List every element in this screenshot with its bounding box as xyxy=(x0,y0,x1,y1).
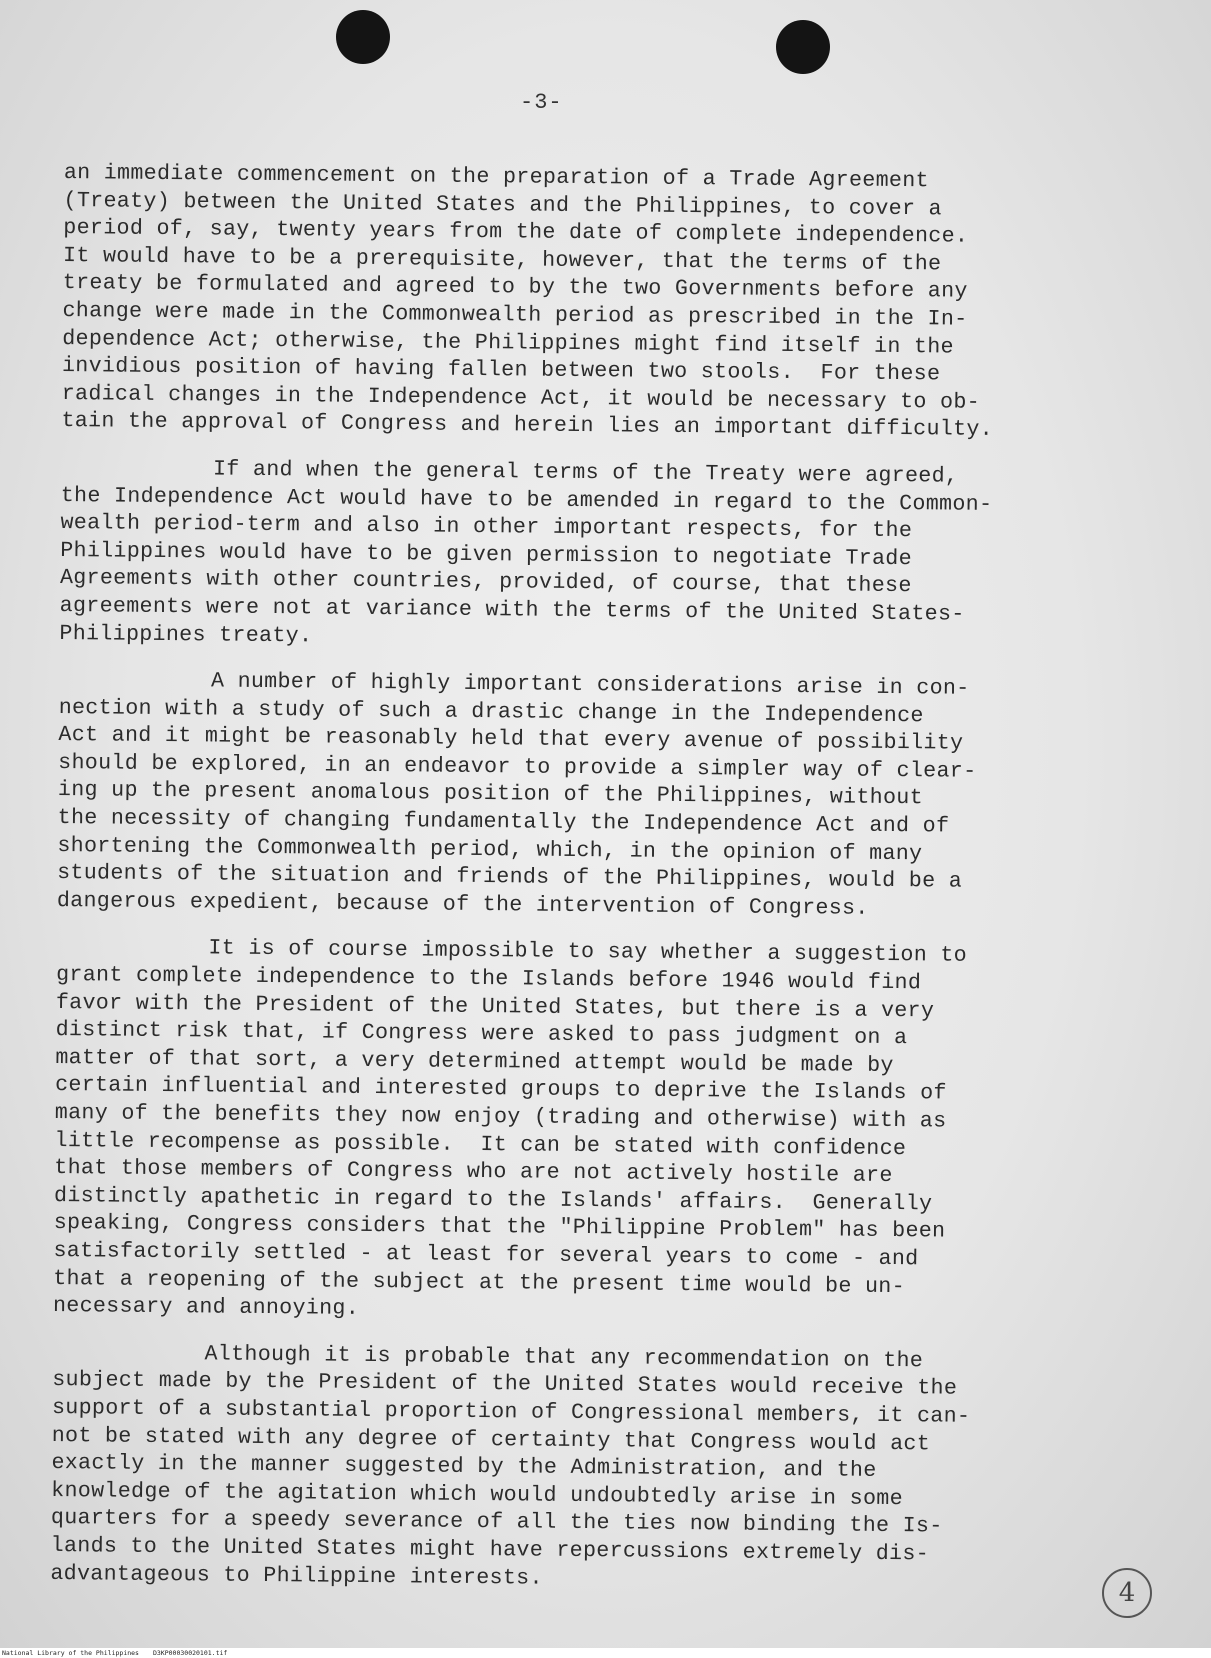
text-line: subject made by the President of the United States would receive the xyxy=(52,1368,958,1401)
text-line: that a reopening of the subject at the present time would be un- xyxy=(53,1266,906,1299)
text-line: It would have to be a prerequisite, however, that the terms of the xyxy=(62,243,942,277)
text-line: Although it is probable that any recommendation on the xyxy=(204,1342,924,1374)
text-line: little recompense as possible. It can be stated with confidence xyxy=(54,1128,907,1161)
text-line: wealth period-term and also in other important respects, for the xyxy=(60,511,913,544)
text-line: advantageous to Philippine interests. xyxy=(50,1561,543,1591)
text-line: invidious position of having fallen between two stools. For these xyxy=(61,354,941,387)
text-line: grant complete independence to the Islands before 1946 would find xyxy=(56,962,922,996)
text-line: treaty be formulated and agreed to by the two Governments before any xyxy=(62,271,968,305)
text-line: change were made in the Commonwealth period as prescribed in the In- xyxy=(62,298,968,332)
typescript-body xyxy=(50,160,1164,1599)
footer-file-id: D3KP00030020101.tif xyxy=(152,1649,228,1657)
text-line: Agreements with other countries, provided, of course, that these xyxy=(59,566,912,599)
text-line: dependence Act; otherwise, the Philippines might find itself in the xyxy=(62,326,955,360)
paragraph-1 xyxy=(61,160,1164,446)
text-line: distinctly apathetic in regard to the Islands' affairs. Generally xyxy=(53,1183,933,1217)
text-line: distinct risk that, if Congress were asked to pass judgment on a xyxy=(55,1018,908,1051)
text-line: favor with the President of the United States, but there is a very xyxy=(55,990,935,1024)
text-line: radical changes in the Independence Act, it would be necessary to ob- xyxy=(61,381,981,415)
paragraph-5 xyxy=(50,1340,1152,1599)
text-line: matter of that sort, a very determined attempt would be made by xyxy=(55,1045,894,1078)
text-line: exactly in the manner suggested by the Administration, and the xyxy=(51,1451,877,1483)
text-line: certain influential and interested groups to deprive the Islands of xyxy=(55,1073,947,1106)
text-line: nection with a study of such a drastic change in the Independence xyxy=(58,695,924,728)
text-line: knowledge of the agitation which would undoubtedly arise in some xyxy=(51,1478,904,1511)
text-line: an immediate commencement on the preparation of a Trade Agreement xyxy=(63,160,929,194)
text-line: Philippines treaty. xyxy=(59,621,313,648)
text-line: period of, say, twenty years from the date of complete independence. xyxy=(63,216,969,249)
text-line: quarters for a speedy severance of all the ties now binding the Is- xyxy=(50,1506,943,1539)
page-number: -3- xyxy=(520,90,563,115)
text-line: shortening the Commonwealth period, which, in the opinion of many xyxy=(57,833,923,866)
text-line: satisfactorily settled - at least for several years to come - and xyxy=(53,1238,919,1272)
footer-library: National Library of the Philippines xyxy=(2,1649,139,1657)
text-line: many of the benefits they now enjoy (trading and otherwise) with as xyxy=(54,1100,947,1134)
text-line: If and when the general terms of the Treaty were agreed, xyxy=(212,457,959,489)
text-line: Philippines would have to be given permission to negotiate Trade xyxy=(60,538,913,571)
text-line: necessary and annoying. xyxy=(52,1294,360,1322)
paragraph-4 xyxy=(53,934,1157,1331)
paragraph-2 xyxy=(59,455,1161,659)
text-line: not be stated with any degree of certainty that Congress would act xyxy=(51,1423,931,1456)
text-line: agreements were not at variance with the terms of the United States- xyxy=(59,593,965,627)
punch-hole xyxy=(776,20,830,74)
text-line: should be explored, in an endeavor to provide a simpler way of clear- xyxy=(58,750,977,784)
text-line: the necessity of changing fundamentally the Independence Act and of xyxy=(57,806,950,839)
scan-footer xyxy=(2,1649,227,1657)
text-line: speaking, Congress considers that the "Philippine Problem" has been xyxy=(53,1211,946,1244)
paragraph-3 xyxy=(57,667,1159,926)
text-line: students of the situation and friends of the Philippines, would be a xyxy=(57,861,963,894)
text-line: the Independence Act would have to be amended in regard to the Common- xyxy=(60,483,993,517)
circled-page-marker: 4 xyxy=(1102,1568,1152,1618)
text-line: (Treaty) between the United States and the Philippines, to cover a xyxy=(63,188,943,222)
text-line: dangerous expedient, because of the intervention of Congress. xyxy=(56,888,869,921)
text-line: that those members of Congress who are not actively hostile are xyxy=(54,1156,893,1189)
text-line: A number of highly important considerations arise in con- xyxy=(210,669,970,701)
text-line: support of a substantial proportion of Congressional members, it can- xyxy=(51,1395,971,1429)
text-line: Act and it might be reasonably held that every avenue of possibility xyxy=(58,723,964,756)
text-line: lands to the United States might have repercussions extremely dis- xyxy=(50,1533,930,1567)
text-line: ing up the present anomalous position of the Philippines, without xyxy=(57,778,924,811)
punch-hole xyxy=(336,10,390,64)
text-line: tain the approval of Congress and herein lies an important difficulty. xyxy=(61,409,994,443)
text-line: It is of course impossible to say whether a suggestion to xyxy=(208,936,968,969)
